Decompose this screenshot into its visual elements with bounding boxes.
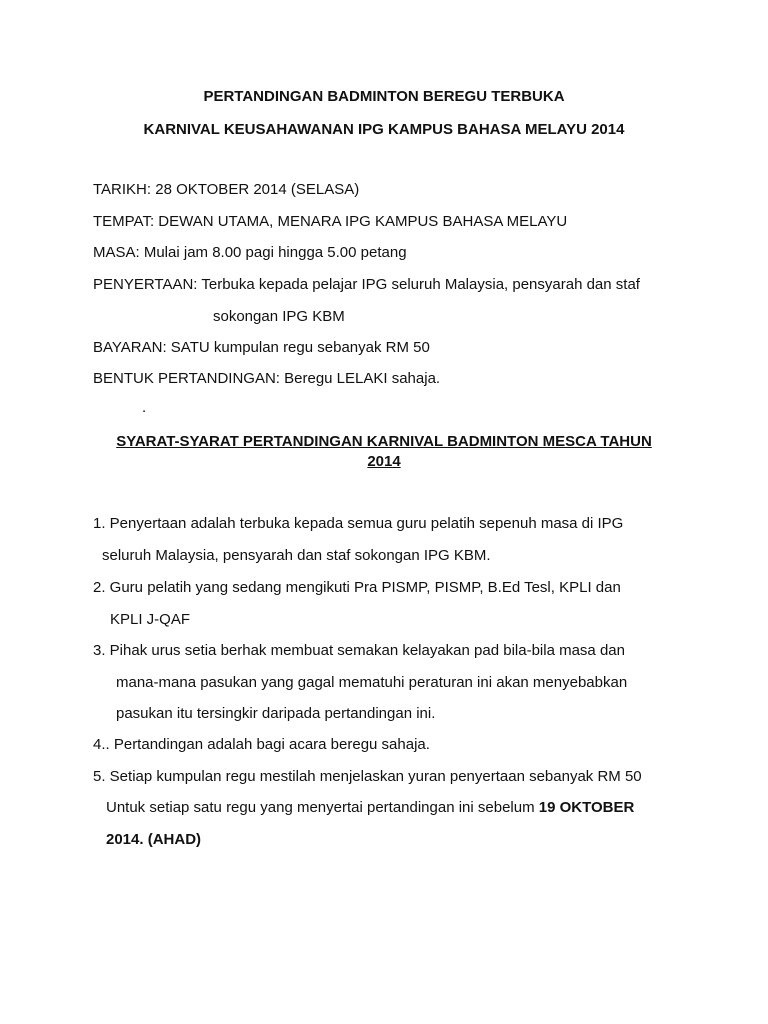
- rule-3-line-2: mana-mana pasukan yang gagal mematuhi peraturan ini akan menyebabkan: [116, 674, 628, 691]
- detail-bayaran: BAYARAN: SATU kumpulan regu sebanyak RM 50: [93, 339, 430, 356]
- rule-4: 4.. Pertandingan adalah bagi acara beregu sahaja.: [93, 736, 430, 753]
- rule-5-line-1: 5. Setiap kumpulan regu mestilah menjelaskan yuran penyertaan sebanyak RM 50: [93, 768, 642, 785]
- rules-heading-line-1: SYARAT-SYARAT PERTANDINGAN KARNIVAL BADMINTON MESCA TAHUN: [116, 433, 652, 450]
- rule-2-line-2: KPLI J-QAF: [110, 611, 191, 628]
- rule-5-line-3: 2014. (AHAD): [106, 831, 202, 848]
- rule-3-line-1: 3. Pihak urus setia berhak membuat semakan kelayakan pad bila-bila masa dan: [93, 642, 625, 659]
- rule-2-line-1: 2. Guru pelatih yang sedang mengikuti Pra PISMP, PISMP, B.Ed Tesl, KPLI dan: [93, 579, 621, 596]
- title-line-1: PERTANDINGAN BADMINTON BEREGU TERBUKA: [203, 88, 565, 105]
- rule-5-line-2-text: Untuk setiap satu regu yang menyertai pertandingan ini sebelum: [106, 799, 539, 816]
- detail-tarikh: TARIKH: 28 OKTOBER 2014 (SELASA): [93, 181, 360, 198]
- detail-tempat: TEMPAT: DEWAN UTAMA, MENARA IPG KAMPUS BAHASA MELAYU: [93, 213, 568, 230]
- detail-penyertaan-line-2: sokongan IPG KBM: [213, 308, 345, 325]
- rule-3-line-3: pasukan itu tersingkir daripada pertandingan ini.: [116, 705, 436, 722]
- detail-masa: MASA: Mulai jam 8.00 pagi hingga 5.00 petang: [93, 244, 407, 261]
- rule-1-line-1: 1. Penyertaan adalah terbuka kepada semua guru pelatih sepenuh masa di IPG: [93, 515, 624, 532]
- detail-bentuk: BENTUK PERTANDINGAN: Beregu LELAKI sahaja.: [93, 370, 441, 387]
- title-line-2: KARNIVAL KEUSAHAWANAN IPG KAMPUS BAHASA MELAYU 2014: [143, 121, 625, 138]
- rule-5-deadline-date: 19 OKTOBER: [538, 799, 635, 816]
- stray-dot: .: [142, 399, 147, 416]
- detail-penyertaan-line-1: PENYERTAAN: Terbuka kepada pelajar IPG seluruh Malaysia, pensyarah dan staf: [93, 276, 640, 293]
- rule-1-line-2: seluruh Malaysia, pensyarah dan staf sokongan IPG KBM.: [102, 547, 491, 564]
- rules-heading-line-2: 2014: [367, 453, 401, 470]
- rule-5-line-2: [106, 799, 634, 817]
